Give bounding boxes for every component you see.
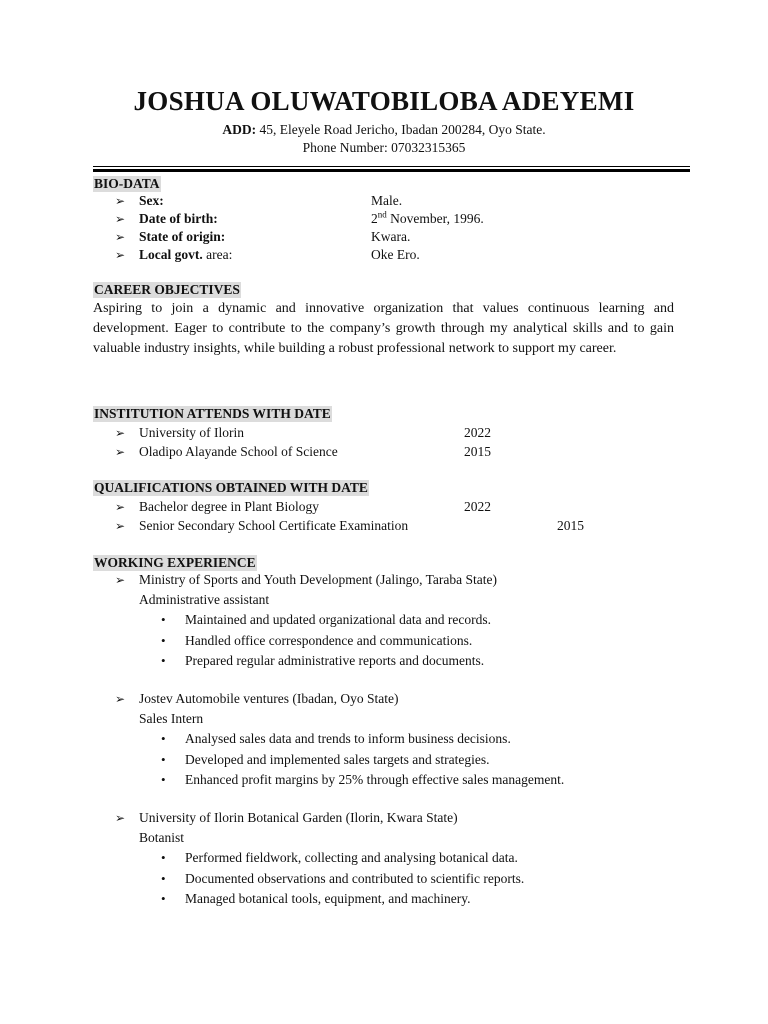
bullet-dot-icon: •: [161, 633, 166, 648]
bio-label: Date of birth:: [139, 211, 218, 226]
institution-name: Oladipo Alayande School of Science: [139, 444, 338, 459]
institutions-heading: INSTITUTION ATTENDS WITH DATE: [94, 406, 331, 421]
job-duty: Performed fieldwork, collecting and analysing botanical data.: [185, 850, 518, 865]
bullet-dot-icon: •: [161, 891, 166, 906]
qualifications-heading: QUALIFICATIONS OBTAINED WITH DATE: [94, 480, 368, 495]
job-employer: Jostev Automobile ventures (Ibadan, Oyo State): [139, 691, 399, 706]
job-duty: Developed and implemented sales targets and strategies.: [185, 752, 490, 767]
job-duty: Documented observations and contributed to scientific reports.: [185, 871, 525, 886]
bio-value: Male.: [371, 193, 403, 208]
phone-line: Phone Number: 07032315365: [302, 140, 466, 155]
career-heading: CAREER OBJECTIVES: [94, 282, 240, 297]
arrow-bullet-icon: ➢: [115, 212, 126, 226]
bio-value: 2nd November, 1996.: [371, 209, 484, 226]
address-label: ADD:: [222, 122, 257, 137]
bio-value: Oke Ero.: [371, 247, 420, 262]
institution-name: University of Ilorin: [139, 425, 244, 440]
job-duty: Managed botanical tools, equipment, and machinery.: [185, 891, 471, 906]
bullet-dot-icon: •: [161, 731, 166, 746]
qualification-name: Bachelor degree in Plant Biology: [139, 499, 319, 514]
bullet-dot-icon: •: [161, 871, 166, 886]
institution-year: 2015: [464, 444, 491, 459]
job-role: Administrative assistant: [139, 592, 270, 607]
arrow-bullet-icon: ➢: [115, 811, 126, 825]
job-employer: Ministry of Sports and Youth Development (Jalingo, Taraba State): [139, 572, 498, 587]
arrow-bullet-icon: ➢: [115, 230, 126, 244]
arrow-bullet-icon: ➢: [115, 692, 126, 706]
bio-label: State of origin:: [139, 229, 226, 244]
job-duty: Enhanced profit margins by 25% through effective sales management.: [185, 772, 565, 787]
job-employer: University of Ilorin Botanical Garden (Ilorin, Kwara State): [139, 810, 458, 825]
qualification-year: 2022: [464, 499, 491, 514]
job-duty: Maintained and updated organizational data and records.: [185, 612, 492, 627]
bullet-dot-icon: •: [161, 850, 166, 865]
job-duty: Prepared regular administrative reports and documents.: [185, 653, 485, 668]
qualification-name: Senior Secondary School Certificate Examination: [139, 518, 409, 533]
bio-data-heading: BIO-DATA: [94, 176, 160, 191]
arrow-bullet-icon: ➢: [115, 500, 126, 514]
job-role: Sales Intern: [139, 711, 204, 726]
career-objective-text: Aspiring to join a dynamic and innovative organization that values continuous learning and development. Eager to contribute to the company’s growth through my analytical skills and to gain valuable industry insights, while building a robust professional network to support my career.: [93, 301, 674, 356]
bullet-dot-icon: •: [161, 752, 166, 767]
address-text: 45, Eleyele Road Jericho, Ibadan 200284, Oyo State.: [259, 122, 546, 137]
bio-label: Local govt. area:: [139, 247, 233, 262]
job-role: Botanist: [139, 830, 185, 845]
header-divider-thin: [93, 166, 690, 167]
arrow-bullet-icon: ➢: [115, 248, 126, 262]
institution-year: 2022: [464, 425, 491, 440]
candidate-name: JOSHUA OLUWATOBILOBA ADEYEMI: [133, 86, 635, 116]
bullet-dot-icon: •: [161, 653, 166, 668]
qualification-year: 2015: [557, 518, 584, 533]
header-divider-thick: [93, 169, 690, 172]
experience-heading: WORKING EXPERIENCE: [94, 555, 256, 570]
job-duty: Analysed sales data and trends to inform business decisions.: [185, 731, 511, 746]
bullet-dot-icon: •: [161, 612, 166, 627]
arrow-bullet-icon: ➢: [115, 573, 126, 587]
bio-label: Sex:: [139, 193, 164, 208]
arrow-bullet-icon: ➢: [115, 445, 126, 459]
bio-value: Kwara.: [371, 229, 411, 244]
arrow-bullet-icon: ➢: [115, 519, 126, 533]
arrow-bullet-icon: ➢: [115, 426, 126, 440]
bullet-dot-icon: •: [161, 772, 166, 787]
arrow-bullet-icon: ➢: [115, 194, 126, 208]
job-duty: Handled office correspondence and communications.: [185, 633, 473, 648]
address-line: [0, 122, 768, 138]
